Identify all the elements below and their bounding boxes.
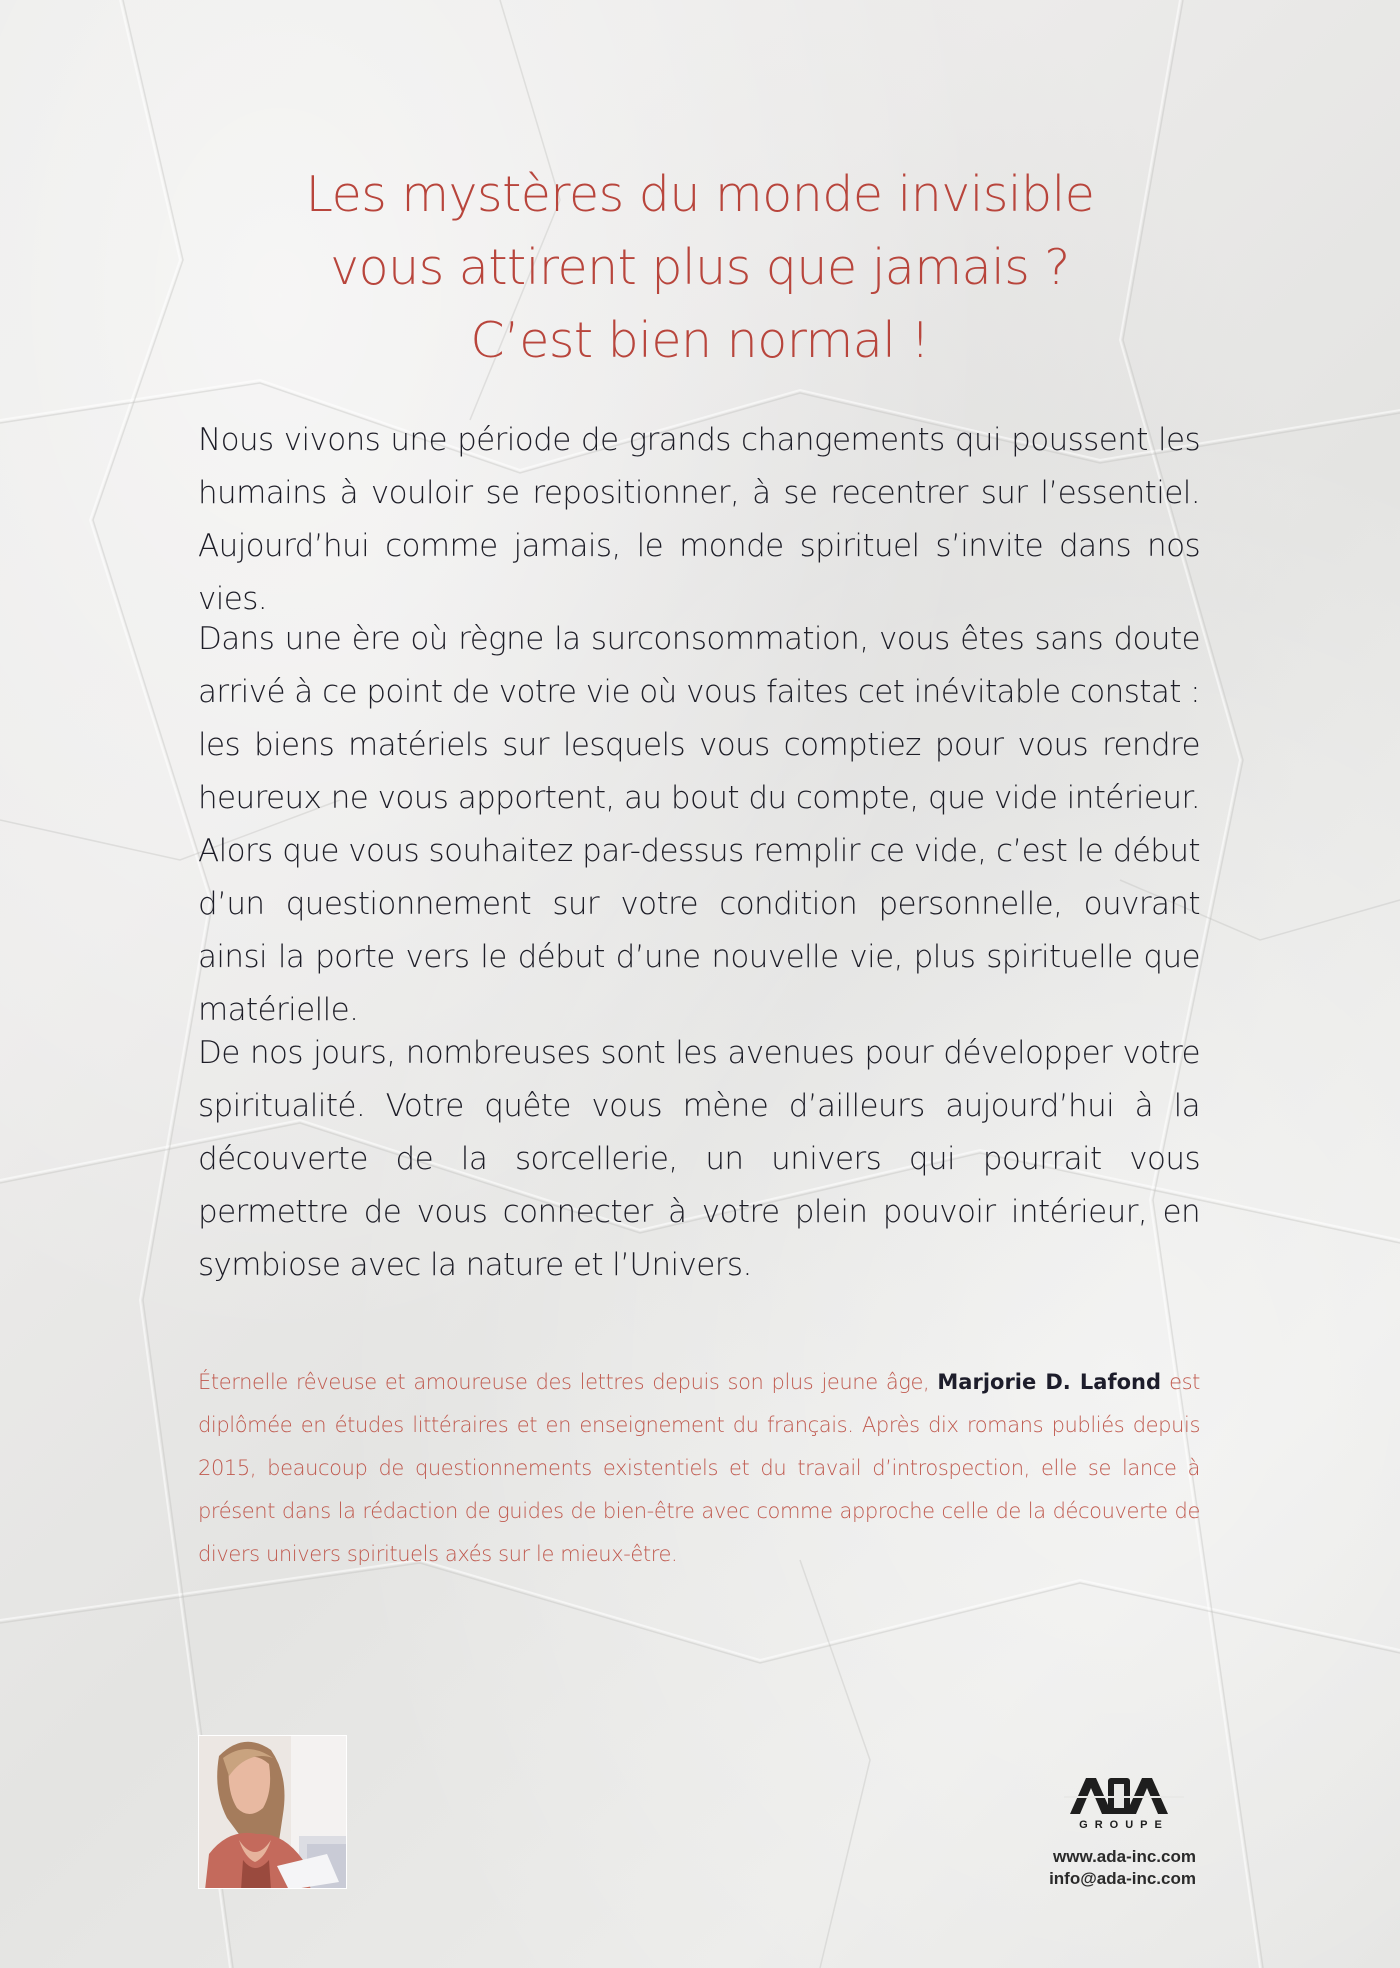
- bio-intro: Éternelle rêveuse et amoureuse des lettres depuis son plus jeune âge,: [198, 1370, 930, 1394]
- ada-groupe-logo: [1064, 1770, 1184, 1830]
- logo-subtext: GROUPE: [1079, 1819, 1169, 1830]
- publisher-contact: [1000, 1846, 1196, 1890]
- headline-line-3: C’est bien normal !: [470, 312, 930, 369]
- author-bio: [198, 1361, 1200, 1576]
- author-photo: [198, 1735, 347, 1889]
- bio-text: est diplômée en études littéraires et en enseignement du français. Après dix romans publiés depuis 2015, beaucoup de questionnements existentiels et du travail d’introspection, elle se lance à présent dans la rédaction de guides de bien-être avec comme approche celle de la découverte de divers univers spirituels axés sur le mieux-être.: [198, 1370, 1200, 1566]
- paragraph-consumption: Dans une ère où règne la surconsommation, vous êtes sans doute arrivé à ce point de votre vie où vous faites cet inévitable constat : les biens matériels sur lesquels vous comptiez pour vous rendre heureux ne vous apportent, au bout du compte, que vide intérieur. Alors que vous souhaitez par-dessus remplir ce vide, c’est le début d’un questionnement sur votre condition personnelle, ouvrant ainsi la porte vers le début d’une nouvelle vie, plus spirituelle que matérielle.: [198, 621, 1200, 1028]
- website-link[interactable]: www.ada-inc.com: [1053, 1847, 1196, 1866]
- headline-line-1: Les mystères du monde invisible: [305, 166, 1095, 223]
- headline-line-2: vous attirent plus que jamais ?: [330, 239, 1070, 296]
- paragraph-spirituality: De nos jours, nombreuses sont les avenues pour développer votre spiritualité. Votre quête vous mène d’ailleurs aujourd’hui à la découverte de la sorcellerie, un univers qui pourrait vous permettre de vous connecter à votre plein pouvoir intérieur, en symbiose avec la nature et l’Univers.: [198, 1035, 1200, 1283]
- email-link[interactable]: info@ada-inc.com: [1049, 1869, 1196, 1888]
- author-portrait-image: [199, 1736, 347, 1889]
- headline: [200, 158, 1200, 377]
- paragraph-intro: Nous vivons une période de grands changements qui poussent les humains à vouloir se repositionner, à se recentrer sur l’essentiel. Aujourd’hui comme jamais, le monde spirituel s’invite dans nos vies.: [198, 422, 1200, 617]
- author-name: Marjorie D. Lafond: [937, 1370, 1161, 1394]
